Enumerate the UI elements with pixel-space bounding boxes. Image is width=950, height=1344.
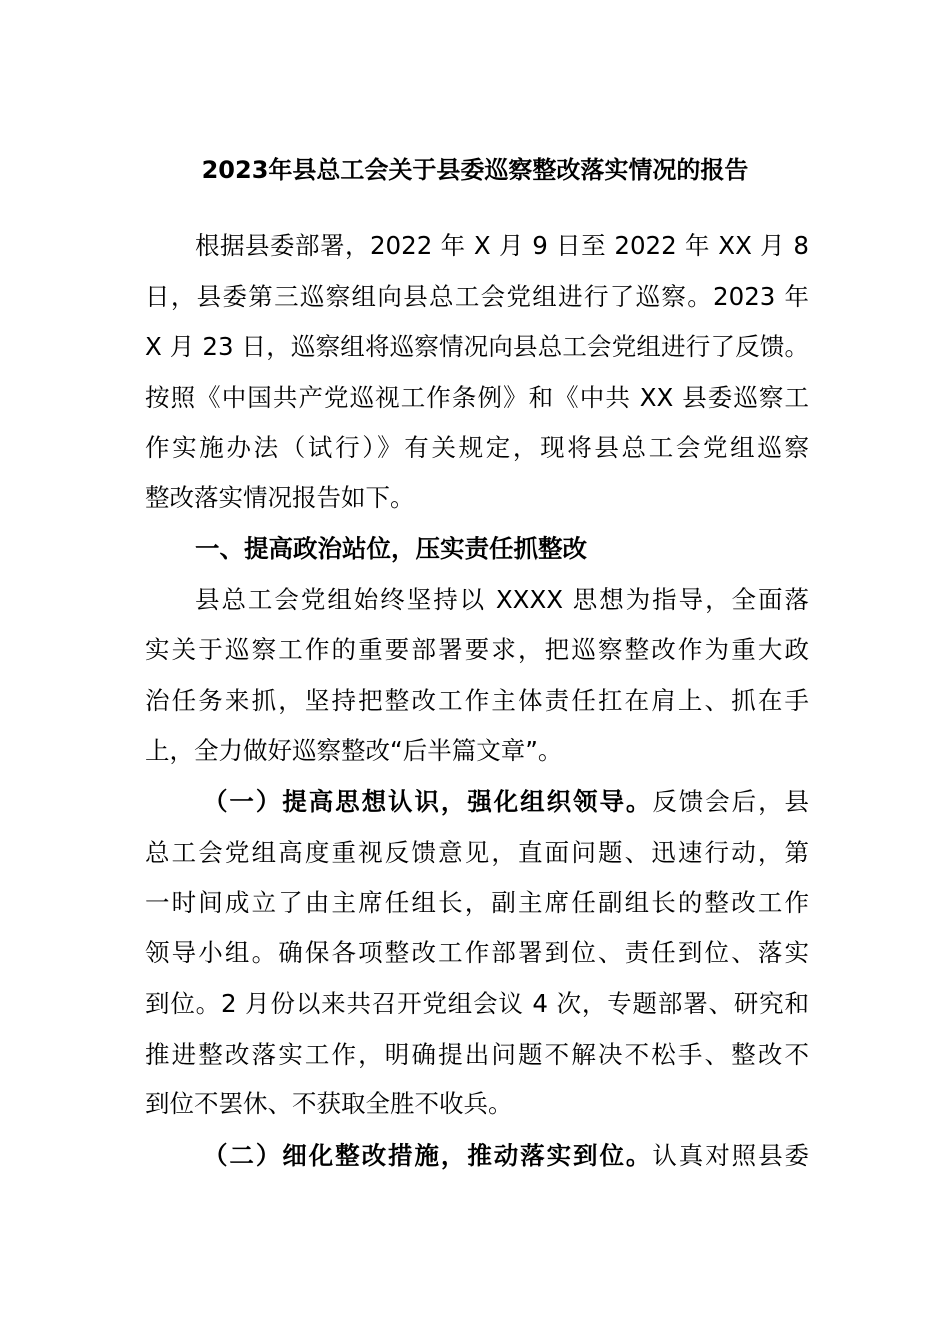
section-line: 治任务来抓，坚持把整改工作主体责任扛在肩上、抓在手	[145, 686, 809, 715]
subsection-heading: （一）提高思想认识，强化组织领导。	[203, 787, 653, 816]
intro-line: X 月 23 日，巡察组将巡察情况向县总工会党组进行了反馈。	[145, 332, 809, 361]
subsection-text: 认真对照县委	[652, 1141, 810, 1170]
section-line: 县总工会党组始终坚持以 XXXX 思想为指导，全面落	[195, 585, 809, 614]
document-title: 2023年县总工会关于县委巡察整改落实情况的报告	[201, 156, 749, 184]
subsection-text: 反馈会后，县	[652, 787, 810, 816]
subsection-line: 一时间成立了由主席任组长，副主席任副组长的整改工作	[145, 888, 809, 917]
subsection-line: 总工会党组高度重视反馈意见，直面问题、迅速行动，第	[145, 838, 809, 867]
intro-line: 日，县委第三巡察组向县总工会党组进行了巡察。2023 年	[145, 282, 809, 311]
intro-line: 作实施办法（试行）》有关规定，现将县总工会党组巡察	[145, 433, 809, 462]
section-line: 上，全力做好巡察整改“后半篇文章”。	[145, 736, 563, 765]
subsection-line: 到位。2 月份以来共召开党组会议 4 次，专题部署、研究和	[145, 989, 809, 1018]
subsection-heading: （二）细化整改措施，推动落实到位。	[203, 1141, 653, 1170]
subsection-line: 到位不罢休、不获取全胜不收兵。	[145, 1089, 513, 1118]
section-line: 实关于巡察工作的重要部署要求，把巡察整改作为重大政	[145, 635, 809, 664]
subsection-line: 领导小组。确保各项整改工作部署到位、责任到位、落实	[145, 938, 809, 967]
subsection-first-line	[203, 1138, 809, 1174]
section-heading: 一、提高政治站位，压实责任抓整改	[195, 534, 587, 563]
intro-line: 根据县委部署，2022 年 X 月 9 日至 2022 年 XX 月 8	[195, 231, 809, 260]
subsection-first-line	[203, 784, 809, 820]
subsection-line: 推进整改落实工作，明确提出问题不解决不松手、整改不	[145, 1040, 809, 1069]
intro-line: 按照《中国共产党巡视工作条例》和《中共 XX 县委巡察工	[145, 383, 809, 412]
intro-line: 整改落实情况报告如下。	[145, 483, 415, 512]
